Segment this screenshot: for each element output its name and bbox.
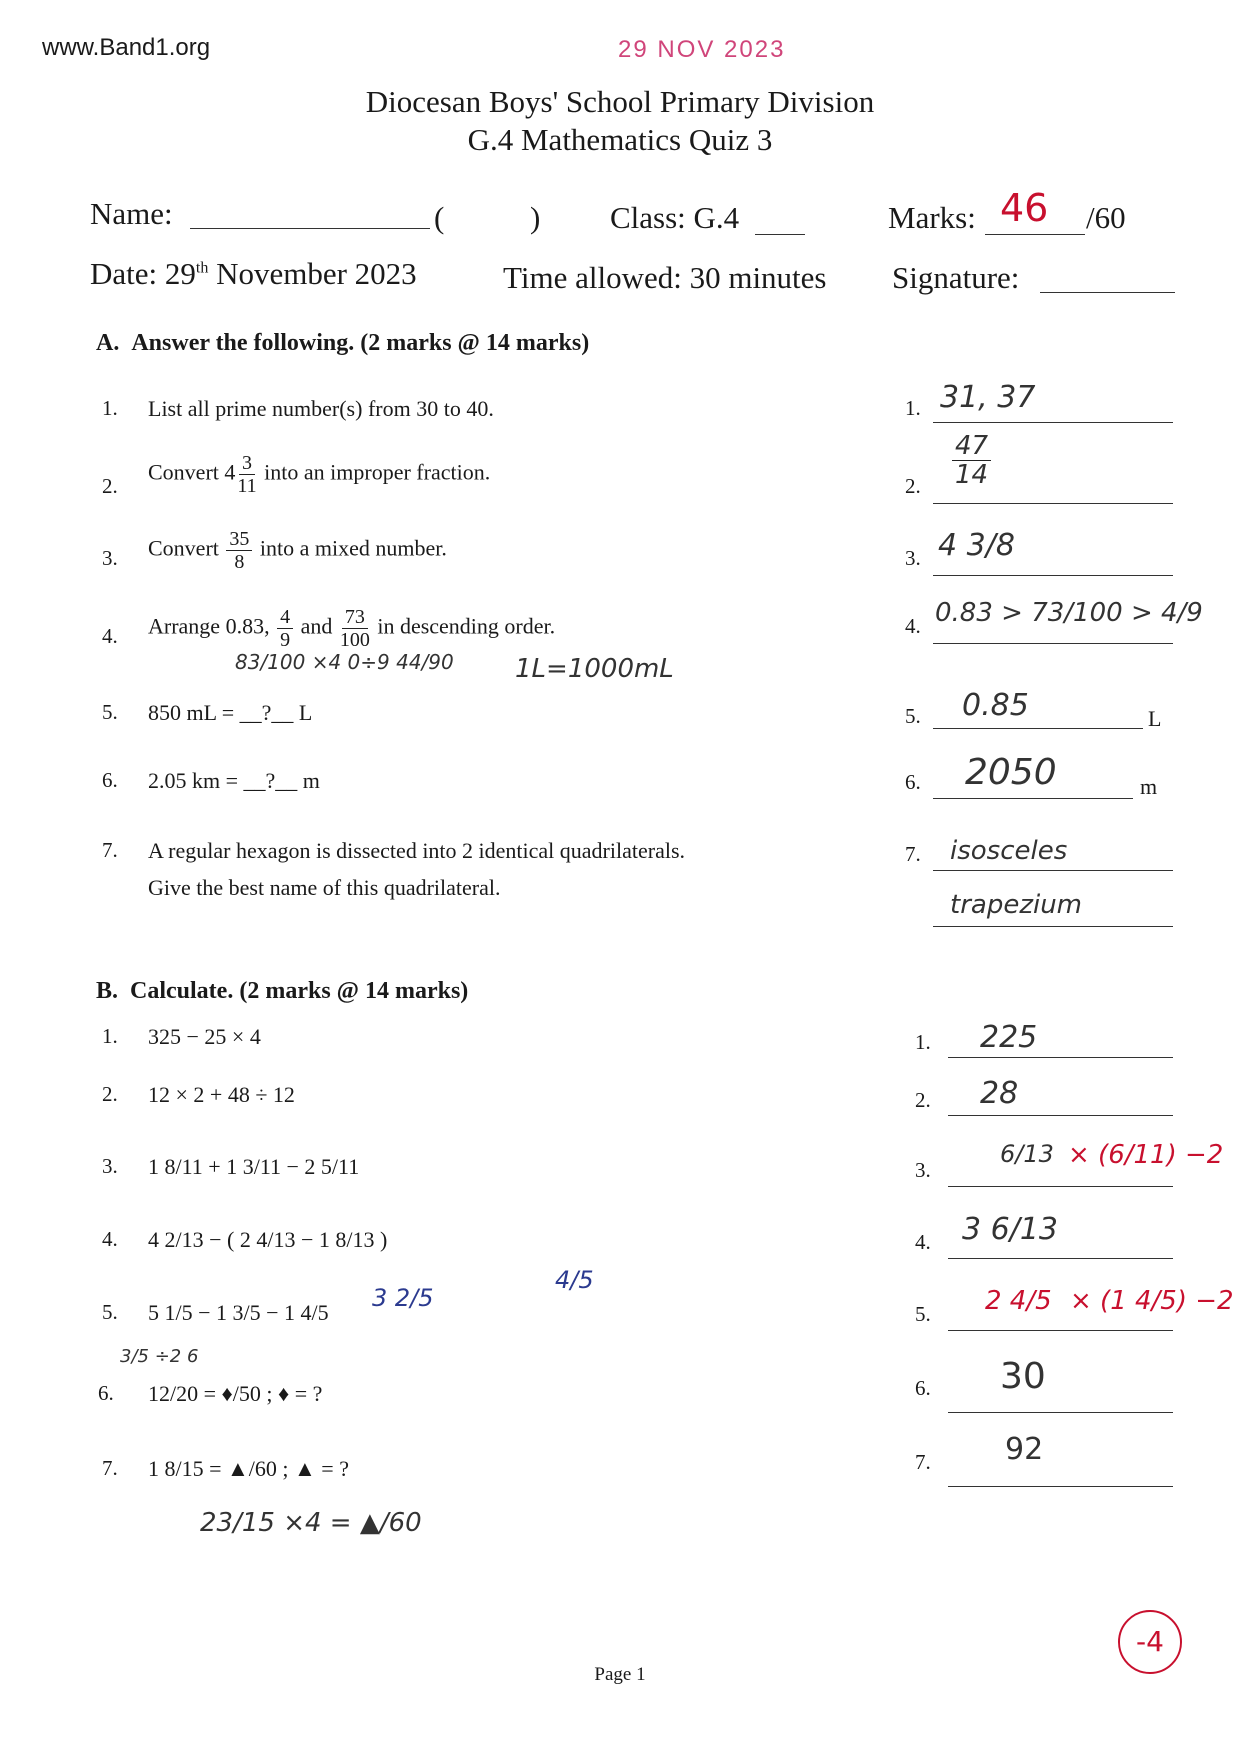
qa1-number: 1. — [102, 396, 118, 420]
aa3-line[interactable] — [933, 575, 1173, 576]
qb2-text: 12 × 2 + 48 ÷ 12 — [148, 1082, 295, 1107]
aa2-value: $\frac{47}{14}$ — [950, 432, 993, 489]
qb4-number: 4. — [102, 1227, 118, 1251]
aa3-number: 3. — [905, 546, 921, 570]
qb4-text: 4 2/13 − ( 2 4/13 − 1 8/13 ) — [148, 1227, 388, 1252]
marks-label: Marks: — [888, 200, 976, 235]
ab6-value: 30 — [1000, 1356, 1046, 1397]
qa3-text: Convert $\frac{35}{8}$ into a mixed number. — [148, 528, 447, 573]
name-field[interactable] — [190, 228, 430, 229]
index-paren-open: ( — [434, 200, 445, 235]
aa5-number: 5. — [905, 704, 921, 728]
ab1-line[interactable] — [948, 1057, 1173, 1058]
qb1-number: 1. — [102, 1024, 118, 1048]
qb7-text: 1 8/15 = ▲/60 ; ▲ = ? — [148, 1456, 349, 1481]
qb1-text: 325 − 25 × 4 — [148, 1024, 261, 1049]
aa6-number: 6. — [905, 770, 921, 794]
aa2-line[interactable] — [933, 503, 1173, 504]
qa7-text: A regular hexagon is dissected into 2 identical quadrilaterals. — [148, 838, 686, 863]
qb5-working: 3 2/5 — [372, 1284, 434, 1312]
qb5-working2: 4/5 — [555, 1266, 594, 1294]
aa7-line2[interactable] — [933, 926, 1173, 927]
date-stamp: 29 NOV 2023 — [618, 36, 786, 63]
aa4-number: 4. — [905, 614, 921, 638]
aa6-line[interactable] — [933, 798, 1133, 799]
qa1-text: List all prime number(s) from 30 to 40. — [148, 396, 494, 421]
aa7-line[interactable] — [933, 870, 1173, 871]
ab7-number: 7. — [915, 1450, 931, 1474]
aa2-number: 2. — [905, 474, 921, 498]
aa7-number: 7. — [905, 842, 921, 866]
qa5-number: 5. — [102, 700, 118, 724]
marks-line — [985, 234, 1085, 235]
aa6-unit: m — [1140, 774, 1158, 799]
class-label: Class: G.4 — [610, 200, 740, 235]
qa4-text: Arrange 0.83, $\frac{4}{9}$ and $\frac{73}{100}$ in descending order. — [148, 606, 556, 651]
watermark: www.Band1.org — [42, 34, 211, 61]
ab4-line[interactable] — [948, 1258, 1173, 1259]
signature-label: Signature: — [892, 260, 1020, 295]
qa3-number: 3. — [102, 546, 118, 570]
score-deduction-circle: -4 — [1118, 1610, 1182, 1674]
ab3-value: 6/13 — [1000, 1140, 1054, 1168]
class-field[interactable] — [755, 234, 805, 235]
page-number: Page 1 — [594, 1664, 646, 1685]
quiz-title: G.4 Mathematics Quiz 3 — [467, 122, 773, 157]
aa1-number: 1. — [905, 396, 921, 420]
ab7-line[interactable] — [948, 1486, 1173, 1487]
time-allowed: Time allowed: 30 minutes — [503, 260, 827, 295]
section-a-heading: A. Answer the following. (2 marks @ 14 marks) — [96, 330, 590, 356]
aa4-value: 0.83 > 73/100 > 4/9 — [935, 598, 1203, 628]
aa4-line[interactable] — [933, 643, 1173, 644]
qb7-number: 7. — [102, 1456, 118, 1480]
qa7-text2: Give the best name of this quadrilateral. — [148, 875, 501, 900]
marks-value: 46 — [1000, 186, 1049, 230]
name-label: Name: — [90, 196, 173, 231]
qa5-text: 850 mL = __?__ L — [148, 700, 313, 725]
ab1-value: 225 — [980, 1020, 1038, 1055]
ab2-number: 2. — [915, 1088, 931, 1112]
qb6-text: 12/20 = ♦/50 ; ♦ = ? — [148, 1381, 323, 1406]
ab3-number: 3. — [915, 1158, 931, 1182]
qb5-text: 5 1/5 − 1 3/5 − 1 4/5 — [148, 1300, 329, 1325]
school-name: Diocesan Boys' School Primary Division — [365, 84, 875, 119]
aa6-value: 2050 — [965, 752, 1057, 793]
aa1-line[interactable] — [933, 422, 1173, 423]
aa1-value: 31, 37 — [940, 380, 1036, 415]
ab3-line[interactable] — [948, 1186, 1173, 1187]
qa5-working: 1L=1000mL — [515, 654, 674, 684]
ab5-correction: × (1 4/5) −2 — [1070, 1286, 1234, 1316]
qa2-number: 2. — [102, 474, 118, 498]
aa5-unit: L — [1148, 706, 1162, 731]
aa7-value2: trapezium — [950, 890, 1082, 920]
section-b-heading: B. Calculate. (2 marks @ 14 marks) — [96, 978, 469, 1004]
date-label: Date: 29th November 2023 — [90, 256, 417, 291]
aa5-value: 0.85 — [962, 688, 1029, 723]
qa7-number: 7. — [102, 838, 118, 862]
signature-field[interactable] — [1040, 292, 1175, 293]
ab2-line[interactable] — [948, 1115, 1173, 1116]
ab5-number: 5. — [915, 1302, 931, 1326]
qb5-number: 5. — [102, 1300, 118, 1324]
ab6-number: 6. — [915, 1376, 931, 1400]
aa3-value: 4 3/8 — [938, 528, 1015, 563]
aa5-line[interactable] — [933, 728, 1143, 729]
ab6-line[interactable] — [948, 1412, 1173, 1413]
index-paren-close: ) — [530, 200, 541, 235]
qb2-number: 2. — [102, 1082, 118, 1106]
ab4-value: 3 6/13 — [962, 1212, 1058, 1247]
ab5-value: 2 4/5 — [985, 1286, 1052, 1316]
qb7-working: 23/15 ×4 = ▲/60 — [200, 1508, 422, 1538]
qa6-number: 6. — [102, 768, 118, 792]
qb3-number: 3. — [102, 1154, 118, 1178]
aa7-value: isosceles — [950, 836, 1068, 866]
qa2-text: Convert 4 $\frac{3}{11}$ into an improper fraction. — [148, 452, 491, 497]
marks-total: /60 — [1086, 200, 1126, 235]
qb6-working: 3/5 ÷2 6 — [120, 1346, 199, 1367]
ab4-number: 4. — [915, 1230, 931, 1254]
ab7-value: 92 — [1005, 1432, 1044, 1467]
ab1-number: 1. — [915, 1030, 931, 1054]
ab3-correction: × (6/11) −2 — [1068, 1140, 1224, 1170]
ab5-line[interactable] — [948, 1330, 1173, 1331]
qb3-text: 1 8/11 + 1 3/11 − 2 5/11 — [148, 1154, 360, 1179]
qb6-number: 6. — [98, 1381, 114, 1405]
qa6-text: 2.05 km = __?__ m — [148, 768, 320, 793]
qa4-number: 4. — [102, 624, 118, 648]
qa4-working: 83/100 ×4 0÷9 44/90 — [235, 650, 454, 674]
ab2-value: 28 — [980, 1076, 1019, 1111]
